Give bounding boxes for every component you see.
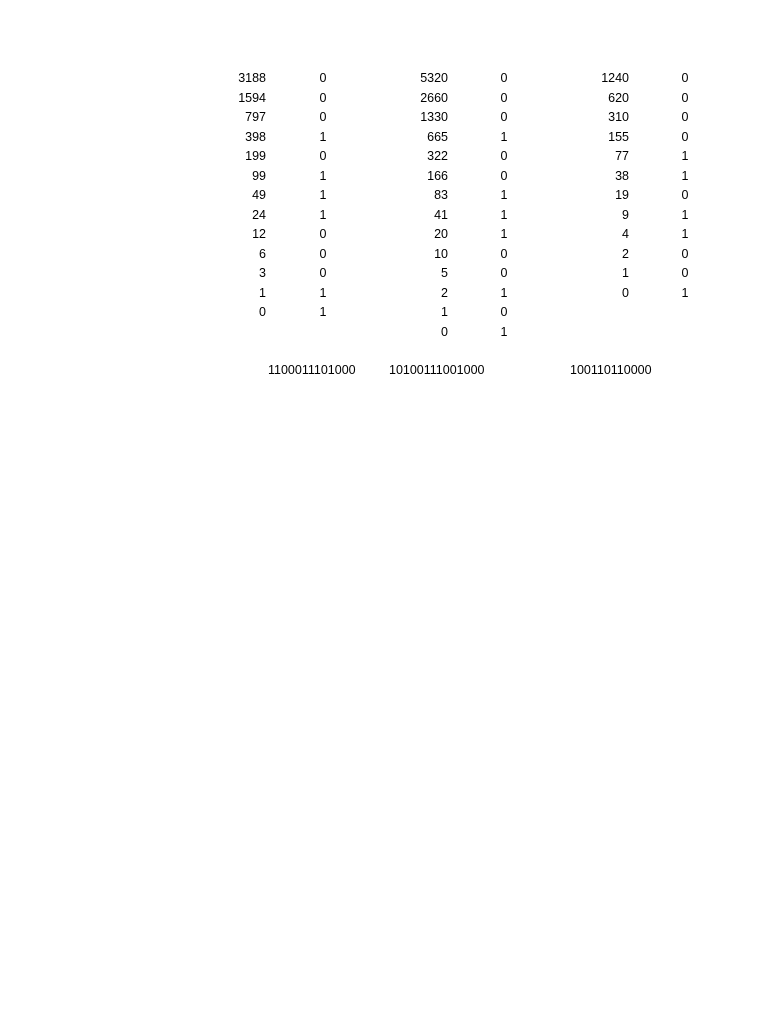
value-cell: 10 xyxy=(434,246,448,261)
bit-cell: 1 xyxy=(319,129,327,144)
bit-cell: 1 xyxy=(500,324,508,339)
bit-cell: 0 xyxy=(319,71,327,85)
value-cell: 99 xyxy=(252,168,266,183)
value-cell: 38 xyxy=(615,168,629,183)
bit-cell: 0 xyxy=(500,246,508,261)
value-cell: 83 xyxy=(434,188,448,202)
value-cell: 1 xyxy=(259,285,266,300)
bit-cell: 1 xyxy=(681,207,689,222)
table-2-values-column xyxy=(388,69,448,342)
binary-result-2: 10100111001000 xyxy=(389,363,485,377)
bit-cell: 1 xyxy=(319,285,327,300)
value-cell: 1 xyxy=(441,305,448,319)
value-cell: 398 xyxy=(245,129,266,144)
bit-cell: 1 xyxy=(319,305,327,319)
bit-cell: 0 xyxy=(319,110,327,124)
value-cell: 3 xyxy=(259,266,266,280)
bit-cell: 0 xyxy=(500,168,508,183)
value-cell: 1330 xyxy=(420,110,448,124)
value-cell: 9 xyxy=(622,207,629,222)
value-cell: 24 xyxy=(252,207,266,222)
table-3-values-column xyxy=(569,69,629,303)
value-cell: 20 xyxy=(434,227,448,241)
bit-cell: 0 xyxy=(319,266,327,280)
bit-cell: 1 xyxy=(319,168,327,183)
value-cell: 0 xyxy=(259,305,266,319)
bit-cell: 1 xyxy=(500,227,508,241)
bit-cell: 0 xyxy=(681,266,689,280)
value-cell: 49 xyxy=(252,188,266,202)
table-1-values-column xyxy=(206,69,266,323)
value-cell: 77 xyxy=(615,149,629,163)
bit-cell: 1 xyxy=(681,168,689,183)
bit-cell: 0 xyxy=(681,90,689,105)
bit-cell: 0 xyxy=(319,90,327,105)
value-cell: 2 xyxy=(441,285,448,300)
value-cell: 155 xyxy=(608,129,629,144)
value-cell: 166 xyxy=(427,168,448,183)
bit-cell: 0 xyxy=(500,266,508,280)
bit-cell: 0 xyxy=(681,110,689,124)
bit-cell: 1 xyxy=(319,188,327,202)
value-cell: 322 xyxy=(427,149,448,163)
value-cell: 0 xyxy=(622,285,629,300)
value-cell: 5320 xyxy=(420,71,448,85)
value-cell: 12 xyxy=(252,227,266,241)
value-cell: 4 xyxy=(622,227,629,241)
bit-cell: 0 xyxy=(500,305,508,319)
bit-cell: 0 xyxy=(319,246,327,261)
value-cell: 620 xyxy=(608,90,629,105)
bit-cell: 1 xyxy=(681,149,689,163)
bit-cell: 0 xyxy=(681,188,689,202)
table-1-bits-column xyxy=(293,69,353,323)
binary-result-3: 100110110000 xyxy=(570,363,652,377)
bit-cell: 0 xyxy=(500,110,508,124)
bit-cell: 0 xyxy=(319,149,327,163)
bit-cell: 1 xyxy=(681,285,689,300)
value-cell: 310 xyxy=(608,110,629,124)
table-2-bits-column xyxy=(474,69,534,342)
value-cell: 665 xyxy=(427,129,448,144)
binary-result-1: 1100011101000 xyxy=(268,363,356,377)
bit-cell: 1 xyxy=(500,188,508,202)
bit-cell: 1 xyxy=(681,227,689,241)
bit-cell: 1 xyxy=(319,207,327,222)
bit-cell: 0 xyxy=(681,129,689,144)
bit-cell: 0 xyxy=(681,246,689,261)
value-cell: 1 xyxy=(622,266,629,280)
bit-cell: 1 xyxy=(500,285,508,300)
bit-cell: 0 xyxy=(500,90,508,105)
value-cell: 0 xyxy=(441,324,448,339)
bit-cell: 1 xyxy=(500,129,508,144)
value-cell: 5 xyxy=(441,266,448,280)
bit-cell: 0 xyxy=(500,71,508,85)
bit-cell: 1 xyxy=(500,207,508,222)
value-cell: 2660 xyxy=(420,90,448,105)
table-3-bits-column xyxy=(655,69,715,303)
value-cell: 2 xyxy=(622,246,629,261)
value-cell: 1240 xyxy=(601,71,629,85)
value-cell: 41 xyxy=(434,207,448,222)
value-cell: 199 xyxy=(245,149,266,163)
value-cell: 1594 xyxy=(238,90,266,105)
value-cell: 797 xyxy=(245,110,266,124)
value-cell: 19 xyxy=(615,188,629,202)
value-cell: 6 xyxy=(259,246,266,261)
bit-cell: 0 xyxy=(500,149,508,163)
bit-cell: 0 xyxy=(681,71,689,85)
value-cell: 3188 xyxy=(238,71,266,85)
bit-cell: 0 xyxy=(319,227,327,241)
